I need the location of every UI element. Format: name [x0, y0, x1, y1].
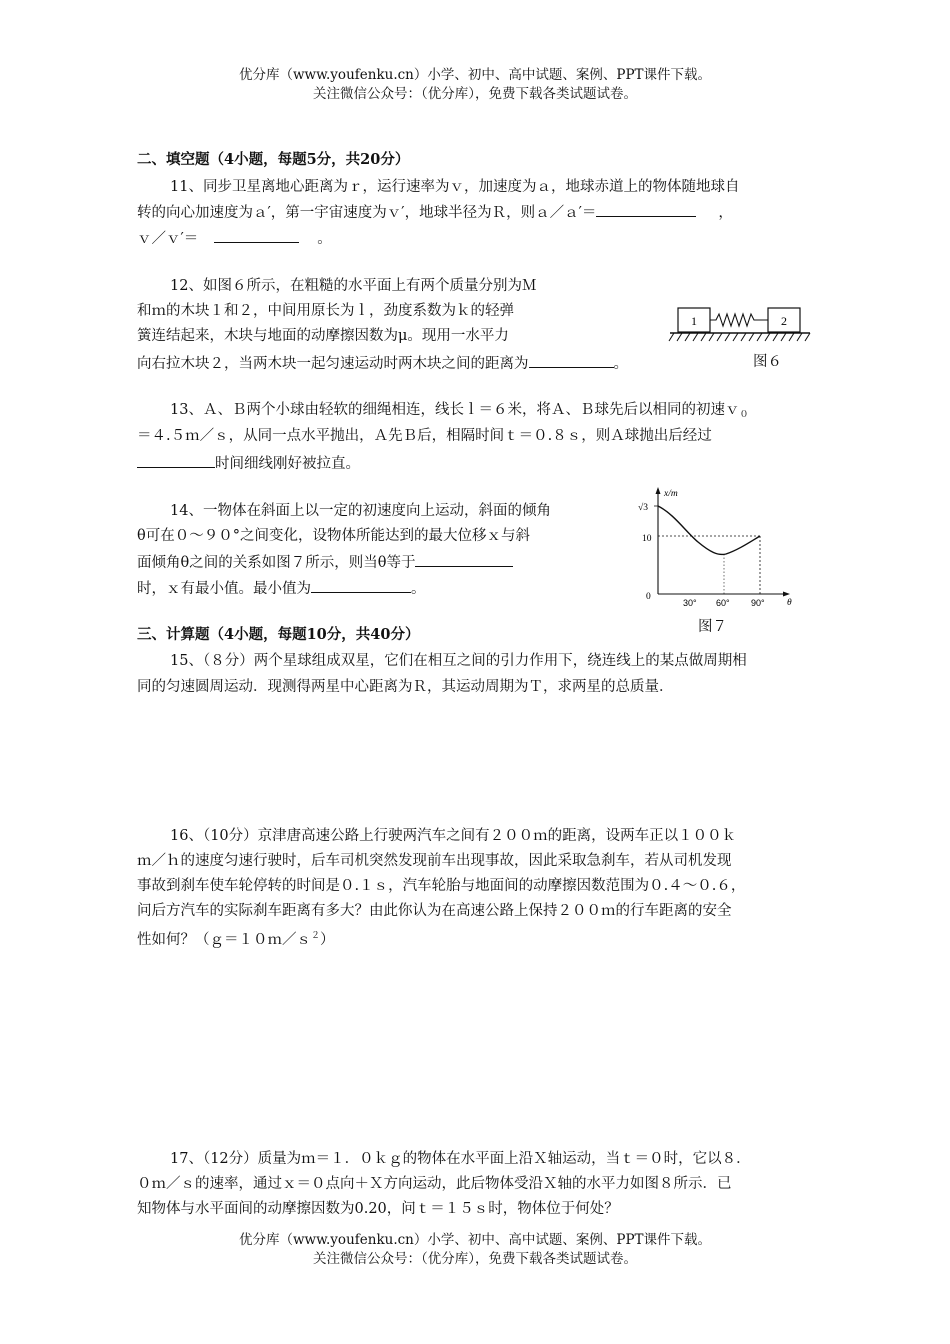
y-axis-label: x/m: [664, 489, 678, 499]
q15-line-2: 同的匀速圆周运动．现测得两星中心距离为Ｒ，其运动周期为Ｔ，求两星的总质量．: [137, 679, 674, 695]
y-axis-arrow: [656, 487, 661, 494]
block-2-label: 2: [781, 314, 787, 328]
y-tick-top: √3: [638, 503, 648, 513]
q15-line-1: 15、（８分）两个星球组成双星，它们在相互之间的引力作用下，绕连线上的某点做周期相: [170, 653, 747, 669]
q17-line-3: 知物体与水平面间的动摩擦因数为0.20，问ｔ＝１５ｓ时，物体位于何处？: [137, 1201, 619, 1217]
q12-line-1: 12、如图６所示，在粗糙的水平面上有两个质量分别为Ｍ: [170, 278, 537, 294]
q11-line-3-end: 。: [317, 231, 332, 247]
q11-line-1: 11、同步卫星离地心距离为ｒ，运行速率为ｖ，加速度为ａ，地球赤道上的物体随地球自: [170, 179, 740, 195]
q11-line-3-text: ｖ／ｖ′＝: [137, 231, 199, 247]
footer-line-1: 优分库（www.youfenku.cn）小学、初中、高中试题、案例、PPT课件下载。: [238, 1232, 712, 1248]
x-tick-60: 60°: [716, 598, 730, 608]
q14-line-4-end: 。: [411, 581, 426, 597]
q16-line-2: ｍ／ｈ的速度匀速行驶时，后车司机突然发现前车出现事故，因此采取急刹车，若从司机发现: [137, 853, 732, 869]
q14-answer-blank-2[interactable]: [311, 577, 411, 593]
section-2-title: 二、填空题（4小题，每题5分，共20分）: [137, 151, 410, 168]
q14-line-3: [137, 551, 513, 573]
q13-line-1: [170, 400, 748, 425]
q14-line-4: [137, 577, 426, 599]
q12-line-4-end: 。: [613, 356, 628, 372]
q14-answer-blank-1[interactable]: [415, 551, 513, 567]
q12-line-4-text: 向右拉木块２，当两木块一起匀速运动时两木块之间的距离为: [137, 356, 529, 372]
q17-line-2: ０ｍ／ｓ的速率，通过ｘ＝０点向＋Ｘ方向运动，此后物体受沿Ｘ轴的水平力如图８所示．已: [137, 1176, 732, 1192]
q14-line-2: θ可在０～９０°之间变化，设物体所能达到的最大位移ｘ与斜: [137, 528, 530, 544]
x-axis-label: θ: [787, 598, 792, 608]
q12-line-3: 簧连结起来，木块与地面的动摩擦因数为μ。现用一水平力: [137, 328, 509, 344]
q14-line-3-text: 面倾角θ之间的关系如图７所示，则当θ等于: [137, 555, 416, 571]
footer-line-2: 关注微信公众号：（优分库），免费下载各类试题试卷。: [313, 1251, 637, 1267]
q12-line-2: 和ｍ的木块１和２，中间用原长为ｌ，劲度系数为ｋ的轻弹: [137, 303, 514, 319]
figure-6-caption: 图６: [753, 354, 782, 370]
q13-line-1-text: 13、Ａ、Ｂ两个小球由轻软的细绳相连，线长ｌ＝６米，将Ａ、Ｂ球先后以相同的初速ｖ: [170, 402, 740, 418]
q12-line-4: [137, 352, 628, 374]
origin-label: 0: [646, 592, 651, 602]
q13-answer-blank[interactable]: [137, 452, 215, 468]
header-line-2: 关注微信公众号：（优分库），免费下载各类试题试卷。: [313, 86, 637, 102]
block-1-label: 1: [691, 314, 697, 328]
figure-6-diagram: [668, 302, 813, 344]
q16-line-5: [137, 926, 335, 950]
spring: [710, 314, 768, 326]
q16-line-4: 问后方汽车的实际刹车距离有多大？由此你认为在高速公路上保持２００ｍ的行车距离的安全: [137, 903, 732, 919]
figure-7-caption: 图７: [698, 619, 727, 635]
q13-line-2: ＝４.５ｍ／ｓ，从同一点水平抛出，Ａ先Ｂ后，相隔时间ｔ＝０.８ｓ，则Ａ球抛出后经过: [137, 428, 712, 444]
q16-superscript-2: ２: [311, 931, 321, 941]
q13-line-3: [137, 452, 360, 474]
q12-answer-blank[interactable]: [529, 352, 614, 368]
section-3-title: 三、计算题（4小题，每题10分，共40分）: [137, 626, 420, 643]
x-theta-curve: [658, 506, 760, 555]
x-tick-90: 90°: [751, 598, 765, 608]
q11-line-2-end: ，: [718, 205, 733, 221]
header-line-1: 优分库（www.youfenku.cn）小学、初中、高中试题、案例、PPT课件下载。: [238, 67, 712, 83]
x-axis-arrow: [783, 592, 790, 597]
q13-line-3-text: 时间细线刚好被拉直。: [215, 456, 360, 472]
q13-v0-subscript: ０: [739, 410, 749, 420]
q11-line-3: [137, 227, 332, 249]
q16-line-5-text: 性如何？（ｇ＝１０ｍ／ｓ: [137, 932, 311, 948]
y-tick-10: 10: [642, 534, 652, 544]
q11-line-2: [137, 201, 733, 223]
q17-line-1: 17、（12分）质量为ｍ＝１．０ｋｇ的物体在水平面上沿Ｘ轴运动，当ｔ＝０时，它以８．: [170, 1151, 751, 1167]
x-tick-30: 30°: [683, 598, 697, 608]
q16-line-3: 事故到刹车使车轮停转的时间是０.１ｓ，汽车轮胎与地面间的动摩擦因数范围为０.４～０.６，: [137, 878, 746, 894]
q11-answer-blank-2[interactable]: [214, 227, 299, 243]
q14-line-1: 14、一物体在斜面上以一定的初速度向上运动，斜面的倾角: [170, 503, 551, 519]
figure-7-graph: [636, 484, 796, 612]
q16-line-1: 16、（10分）京津唐高速公路上行驶两汽车之间有２００ｍ的距离，设两车正以１００ｋ: [170, 828, 737, 844]
ground-hatching: [669, 333, 810, 341]
q14-line-4-text: 时，ｘ有最小值。最小值为: [137, 581, 311, 597]
q16-line-5-end: ）: [320, 932, 335, 948]
q11-line-2-text: 转的向心加速度为ａ′，第一宇宙速度为ｖ′，地球半径为Ｒ，则ａ／ａ′＝: [137, 205, 597, 221]
q11-answer-blank-1[interactable]: [596, 201, 696, 217]
